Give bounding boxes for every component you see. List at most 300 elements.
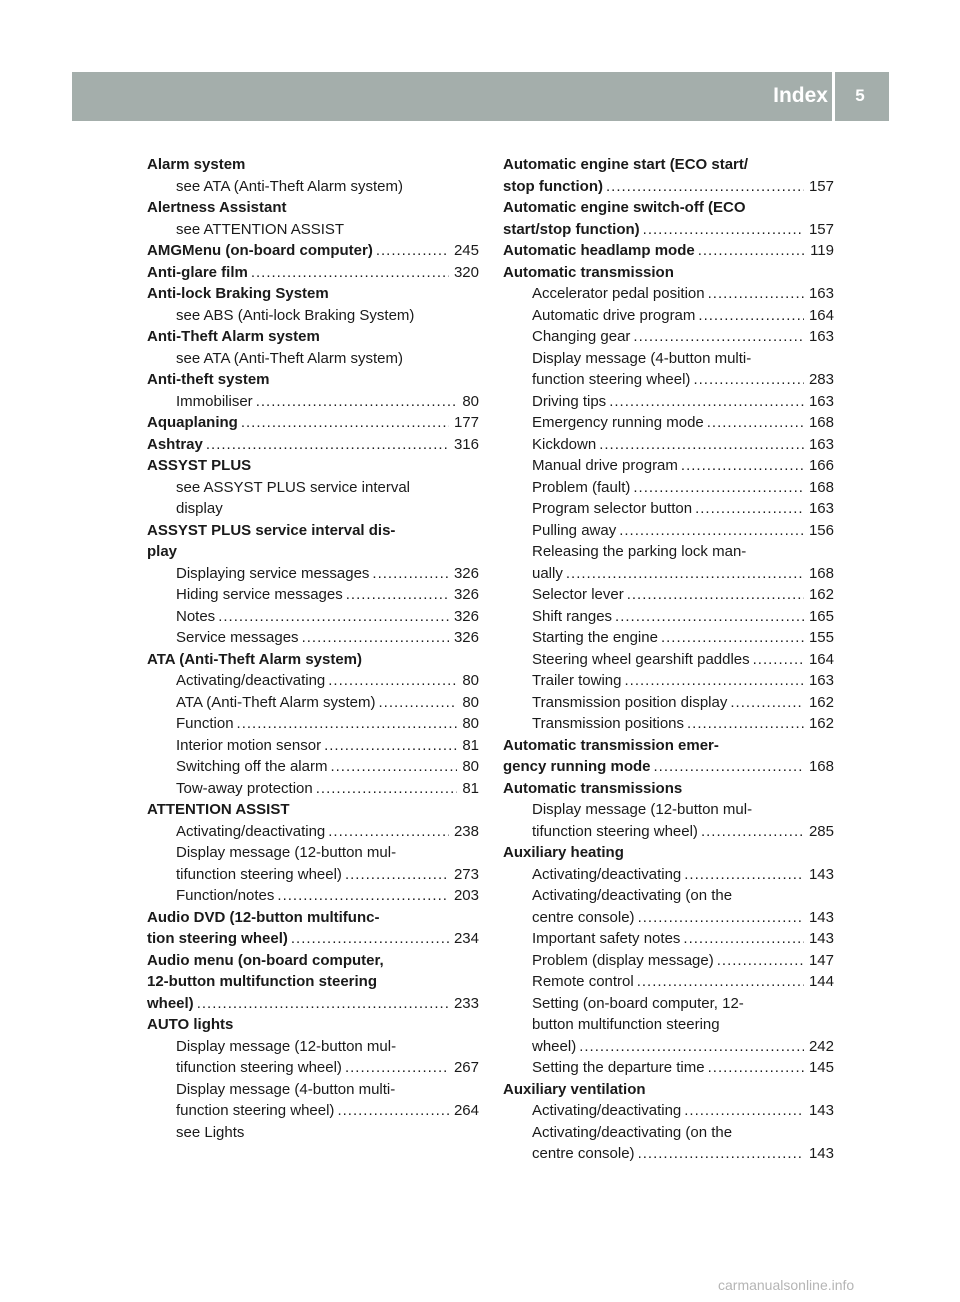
dot-leader: [683, 928, 804, 950]
page-reference: 164: [808, 306, 834, 324]
dot-leader: [619, 520, 804, 542]
dot-leader: [698, 240, 805, 262]
index-entry: [147, 434, 479, 456]
entry-label: 12-button multifunction steering: [147, 973, 377, 990]
index-subentry: [147, 627, 479, 649]
page-reference: 326: [453, 607, 479, 625]
dot-leader: [277, 885, 449, 907]
page-reference: 164: [808, 650, 834, 668]
index-subentry: [147, 1122, 479, 1144]
dot-leader: [328, 670, 457, 692]
page-reference: 80: [462, 672, 479, 689]
page-reference: 163: [808, 392, 834, 410]
index-subentry: [503, 477, 834, 499]
index-subentry: [503, 971, 834, 993]
index-subentry: [147, 391, 479, 413]
index-subentry: [147, 563, 479, 585]
entry-label: centre console): [532, 1145, 635, 1162]
index-subentry: [503, 692, 834, 714]
index-entry: [147, 971, 479, 993]
index-subentry: [147, 305, 479, 327]
index-subentry: [147, 842, 479, 864]
page-reference: 168: [808, 478, 834, 496]
index-subentry: [503, 907, 834, 929]
dot-leader: [730, 692, 804, 714]
page-reference: 162: [808, 586, 834, 603]
dot-leader: [698, 305, 804, 327]
entry-label: Interior motion sensor: [176, 736, 322, 754]
page-reference: 320: [453, 263, 479, 281]
entry-label: Transmission positions: [532, 715, 684, 732]
dot-leader: [302, 627, 449, 649]
dot-leader: [609, 391, 804, 413]
index-entry: [147, 154, 479, 176]
index-subentry: [503, 670, 834, 692]
index-subentry: [503, 649, 834, 671]
index-entry: [147, 283, 479, 305]
index-entry: [503, 756, 834, 778]
entry-label: AMGMenu (on-board computer): [147, 242, 373, 259]
index-subentry: [147, 176, 479, 198]
entry-label: Automatic headlamp mode: [503, 242, 695, 259]
entry-label: Anti-lock Braking System: [147, 285, 329, 302]
entry-label: Shift ranges: [532, 607, 613, 625]
entry-label: Selector lever: [532, 586, 624, 603]
index-entry: [147, 326, 479, 348]
index-entry: [147, 799, 479, 821]
page-reference: 168: [808, 758, 834, 775]
index-subentry: [147, 885, 479, 907]
entry-label: Activating/deactivating (on the: [532, 1123, 733, 1141]
entry-label: wheel): [532, 1037, 577, 1055]
entry-label: Automatic transmission: [503, 263, 674, 281]
dot-leader: [693, 369, 804, 391]
entry-label: wheel): [147, 994, 194, 1012]
page-reference: 81: [462, 779, 479, 797]
index-subentry: [503, 584, 834, 606]
entry-label: Displaying service messages: [176, 564, 370, 582]
entry-label: Trailer towing: [532, 672, 622, 689]
page-reference: 166: [808, 457, 834, 474]
entry-label: tifunction steering wheel): [532, 822, 698, 840]
index-entry: [147, 1014, 479, 1036]
index-entry: [503, 219, 834, 241]
page-reference: 326: [453, 586, 479, 603]
dot-leader: [708, 283, 804, 305]
entry-label: Hiding service messages: [176, 586, 343, 603]
index-subentry: [503, 864, 834, 886]
entry-label: play: [147, 543, 178, 560]
index-subentry: [147, 692, 479, 714]
entry-label: Problem (display message): [532, 951, 714, 969]
dot-leader: [687, 713, 804, 735]
page-reference: 143: [808, 908, 834, 926]
index-entry: [503, 1079, 834, 1101]
index-entry: [503, 154, 834, 176]
index-subentry: [147, 670, 479, 692]
entry-label: Automatic drive program: [532, 306, 696, 324]
page-reference: 238: [453, 822, 479, 840]
page-reference: 285: [808, 822, 834, 840]
page-reference: 273: [453, 865, 479, 883]
page-reference: 145: [808, 1059, 834, 1076]
entry-label: Program selector button: [532, 500, 693, 517]
entry-label: Remote control: [532, 973, 634, 990]
page-reference: 316: [453, 435, 479, 453]
index-entry: [147, 993, 479, 1015]
entry-label: Activating/deactivating: [532, 1102, 682, 1119]
entry-label: Driving tips: [532, 392, 607, 410]
index-subentry: [503, 498, 834, 520]
index-subentry: [503, 412, 834, 434]
entry-label: Anti-glare film: [147, 263, 248, 281]
entry-label: Tow-away protection: [176, 779, 313, 797]
page-reference: 80: [462, 693, 479, 711]
index-subentry: [147, 606, 479, 628]
index-subentry: [147, 498, 479, 520]
entry-label: Ashtray: [147, 435, 203, 453]
entry-label: Display message (12-button mul-: [176, 1037, 397, 1055]
entry-label: Display message (4-button multi-: [532, 349, 752, 367]
page-reference: 157: [808, 220, 834, 238]
dot-leader: [615, 606, 804, 628]
entry-label: Pulling away: [532, 521, 617, 539]
entry-label: ually: [532, 564, 563, 582]
entry-label: Activating/deactivating (on the: [532, 887, 733, 904]
dot-leader: [291, 928, 449, 950]
entry-label: Notes: [176, 607, 216, 625]
index-subentry: [503, 305, 834, 327]
index-entry: [503, 240, 834, 262]
dot-leader: [654, 756, 804, 778]
index-subentry: [503, 455, 834, 477]
dot-leader: [345, 1057, 449, 1079]
entry-label: tifunction steering wheel): [176, 1059, 342, 1076]
entry-label: Alarm system: [147, 156, 246, 173]
index-subentry: [503, 369, 834, 391]
entry-label: ATTENTION ASSIST: [147, 801, 290, 818]
page-reference: 143: [808, 865, 834, 883]
page-reference: 168: [808, 414, 834, 431]
page-reference: 143: [808, 1102, 834, 1119]
entry-label: Steering wheel gearshift paddles: [532, 650, 750, 668]
page-reference: 163: [808, 500, 834, 517]
dot-leader: [316, 778, 458, 800]
index-subentry: [147, 584, 479, 606]
index-column-right: [503, 154, 834, 1165]
entry-label: Automatic transmission emer-: [503, 736, 719, 754]
index-subentry: [503, 821, 834, 843]
page-reference: 165: [808, 607, 834, 625]
index-entry: [503, 176, 834, 198]
index-subentry: [147, 348, 479, 370]
dot-leader: [599, 434, 804, 456]
entry-label: Activating/deactivating: [176, 672, 326, 689]
index-column-left: [147, 154, 479, 1143]
page-reference: 157: [808, 177, 834, 195]
dot-leader: [345, 864, 449, 886]
entry-label: tion steering wheel): [147, 930, 288, 947]
page-reference: 163: [808, 672, 834, 689]
index-subentry: [503, 541, 834, 563]
page-reference: 155: [808, 629, 834, 646]
dot-leader: [633, 326, 804, 348]
entry-label: Activating/deactivating: [532, 865, 682, 883]
index-subentry: [503, 713, 834, 735]
dot-leader: [197, 993, 449, 1015]
entry-label: start/stop function): [503, 220, 640, 238]
index-subentry: [503, 520, 834, 542]
dot-leader: [241, 412, 449, 434]
entry-label: Activating/deactivating: [176, 822, 326, 840]
page-reference: 81: [462, 736, 479, 754]
dot-leader: [708, 1057, 804, 1079]
index-subentry: [503, 799, 834, 821]
dot-leader: [237, 713, 458, 735]
index-entry: [503, 197, 834, 219]
section-title: Index: [773, 84, 828, 107]
entry-label: Display message (12-button mul-: [532, 801, 753, 818]
entry-label: function steering wheel): [176, 1102, 335, 1119]
dot-leader: [661, 627, 804, 649]
header-divider: [832, 72, 835, 121]
entry-label: ASSYST PLUS service interval dis-: [147, 521, 396, 539]
page-reference: 267: [453, 1059, 479, 1076]
entry-label: see Lights: [176, 1123, 245, 1141]
entry-label: see ABS (Anti-lock Braking System): [176, 306, 415, 324]
index-subentry: [147, 1036, 479, 1058]
page-reference: 264: [453, 1102, 479, 1119]
index-subentry: [503, 1036, 834, 1058]
index-entry: [147, 520, 479, 542]
entry-label: Anti-Theft Alarm system: [147, 328, 320, 345]
page-reference: 144: [808, 973, 834, 990]
index-subentry: [503, 993, 834, 1015]
entry-label: Auxiliary heating: [503, 844, 624, 861]
index-subentry: [503, 283, 834, 305]
entry-label: Function/notes: [176, 887, 275, 904]
page-reference: 242: [808, 1037, 834, 1055]
index-subentry: [147, 1079, 479, 1101]
page-reference: 245: [453, 242, 479, 259]
dot-leader: [684, 864, 804, 886]
index-entry: [147, 950, 479, 972]
dot-leader: [633, 477, 804, 499]
dot-leader: [378, 692, 457, 714]
entry-label: Audio DVD (12-button multifunc-: [147, 908, 380, 926]
index-subentry: [503, 434, 834, 456]
entry-label: tifunction steering wheel): [176, 865, 342, 883]
entry-label: Immobiliser: [176, 392, 253, 410]
index-entry: [503, 735, 834, 757]
index-entry: [147, 928, 479, 950]
page-reference: 80: [462, 392, 479, 410]
index-subentry: [503, 348, 834, 370]
entry-label: Audio menu (on-board computer,: [147, 951, 384, 969]
dot-leader: [753, 649, 804, 671]
index-entry: [147, 369, 479, 391]
page-reference: 233: [453, 994, 479, 1012]
entry-label: Important safety notes: [532, 930, 681, 947]
index-subentry: [147, 864, 479, 886]
dot-leader: [707, 412, 804, 434]
dot-leader: [330, 756, 457, 778]
index-subentry: [147, 1057, 479, 1079]
index-subentry: [503, 391, 834, 413]
index-subentry: [503, 950, 834, 972]
page-reference: 80: [462, 758, 479, 775]
page-number: 5: [855, 86, 865, 105]
index-subentry: [147, 1100, 479, 1122]
entry-label: see ASSYST PLUS service interval: [176, 478, 410, 496]
dot-leader: [324, 735, 457, 757]
entry-label: ATA (Anti-Theft Alarm system): [176, 693, 376, 711]
index-entry: [147, 262, 479, 284]
entry-label: Setting the departure time: [532, 1059, 705, 1076]
page-reference: 162: [808, 693, 834, 711]
entry-label: Automatic engine start (ECO start/: [503, 156, 749, 173]
entry-label: Emergency running mode: [532, 414, 704, 431]
page-reference: 177: [453, 414, 479, 431]
page-reference: 234: [453, 930, 479, 947]
entry-label: see ATA (Anti-Theft Alarm system): [176, 349, 404, 367]
index-subentry: [503, 563, 834, 585]
index-subentry: [503, 627, 834, 649]
entry-label: see ATTENTION ASSIST: [176, 220, 345, 238]
index-subentry: [503, 606, 834, 628]
index-subentry: [147, 477, 479, 499]
dot-leader: [627, 584, 804, 606]
page-reference: 143: [808, 1145, 834, 1162]
index-entry: [147, 455, 479, 477]
page-reference: 119: [810, 242, 834, 259]
dot-leader: [701, 821, 804, 843]
entry-label: function steering wheel): [532, 371, 691, 388]
index-subentry: [503, 1143, 834, 1165]
index-entry: [147, 649, 479, 671]
page-reference: 156: [808, 521, 834, 539]
index-entry: [147, 412, 479, 434]
dot-leader: [606, 176, 804, 198]
dot-leader: [218, 606, 449, 628]
entry-label: Service messages: [176, 629, 299, 646]
index-subentry: [147, 821, 479, 843]
index-subentry: [503, 928, 834, 950]
entry-label: Auxiliary ventilation: [503, 1080, 646, 1098]
dot-leader: [643, 219, 804, 241]
index-subentry: [503, 1122, 834, 1144]
page-reference: 162: [808, 715, 834, 732]
index-entry: [147, 907, 479, 929]
dot-leader: [328, 821, 449, 843]
dot-leader: [717, 950, 804, 972]
entry-label: Automatic engine switch-off (ECO: [503, 199, 746, 216]
entry-label: gency running mode: [503, 758, 651, 775]
page-reference: 163: [808, 328, 834, 345]
page-reference: 143: [808, 930, 834, 947]
index-subentry: [503, 1014, 834, 1036]
entry-label: Anti-theft system: [147, 371, 270, 388]
entry-label: Setting (on-board computer, 12-: [532, 994, 744, 1012]
index-subentry: [147, 778, 479, 800]
page-reference: 163: [808, 285, 834, 302]
index-subentry: [147, 219, 479, 241]
index-subentry: [147, 735, 479, 757]
page-reference: 326: [453, 629, 479, 646]
entry-label: centre console): [532, 908, 635, 926]
entry-label: Releasing the parking lock man-: [532, 543, 747, 560]
entry-label: Accelerator pedal position: [532, 285, 705, 302]
index-entry: [147, 240, 479, 262]
page-reference: 168: [808, 564, 834, 582]
entry-label: Automatic transmissions: [503, 779, 683, 797]
entry-label: Display message (12-button mul-: [176, 844, 397, 861]
dot-leader: [637, 971, 804, 993]
dot-leader: [624, 670, 803, 692]
index-subentry: [147, 713, 479, 735]
index-subentry: [503, 1057, 834, 1079]
page-reference: 163: [808, 435, 834, 453]
index-entry: [503, 262, 834, 284]
entry-label: Changing gear: [532, 328, 631, 345]
index-subentry: [503, 885, 834, 907]
index-subentry: [147, 756, 479, 778]
dot-leader: [566, 563, 804, 585]
index-entry: [503, 842, 834, 864]
dot-leader: [372, 563, 449, 585]
dot-leader: [638, 1143, 804, 1165]
entry-label: Problem (fault): [532, 478, 631, 496]
entry-label: Starting the engine: [532, 629, 658, 646]
entry-label: AUTO lights: [147, 1016, 234, 1033]
index-subentry: [503, 326, 834, 348]
index-entry: [147, 541, 479, 563]
watermark: carmanualsonline.info: [718, 1277, 855, 1293]
dot-leader: [256, 391, 458, 413]
dot-leader: [251, 262, 449, 284]
index-subentry: [503, 1100, 834, 1122]
entry-label: display: [176, 500, 223, 517]
entry-label: Alertness Assistant: [147, 199, 287, 216]
dot-leader: [337, 1100, 449, 1122]
dot-leader: [206, 434, 449, 456]
entry-label: button multifunction steering: [532, 1016, 720, 1033]
entry-label: see ATA (Anti-Theft Alarm system): [176, 177, 404, 195]
entry-label: Kickdown: [532, 435, 597, 453]
dot-leader: [695, 498, 804, 520]
dot-leader: [681, 455, 804, 477]
index-entry: [503, 778, 834, 800]
dot-leader: [346, 584, 449, 606]
entry-label: Display message (4-button multi-: [176, 1080, 396, 1098]
index-entry: [147, 197, 479, 219]
entry-label: Aquaplaning: [147, 414, 238, 431]
page-reference: 203: [453, 887, 479, 904]
entry-label: Manual drive program: [532, 457, 678, 474]
dot-leader: [376, 240, 449, 262]
entry-label: Switching off the alarm: [176, 758, 328, 775]
dot-leader: [638, 907, 804, 929]
page-reference: 326: [453, 564, 479, 582]
entry-label: Transmission position display: [532, 693, 728, 711]
entry-label: Function: [176, 715, 234, 732]
entry-label: stop function): [503, 177, 603, 195]
entry-label: ATA (Anti-Theft Alarm system): [147, 650, 363, 668]
page-reference: 80: [462, 715, 479, 732]
dot-leader: [579, 1036, 804, 1058]
page-reference: 147: [808, 951, 834, 969]
dot-leader: [684, 1100, 804, 1122]
